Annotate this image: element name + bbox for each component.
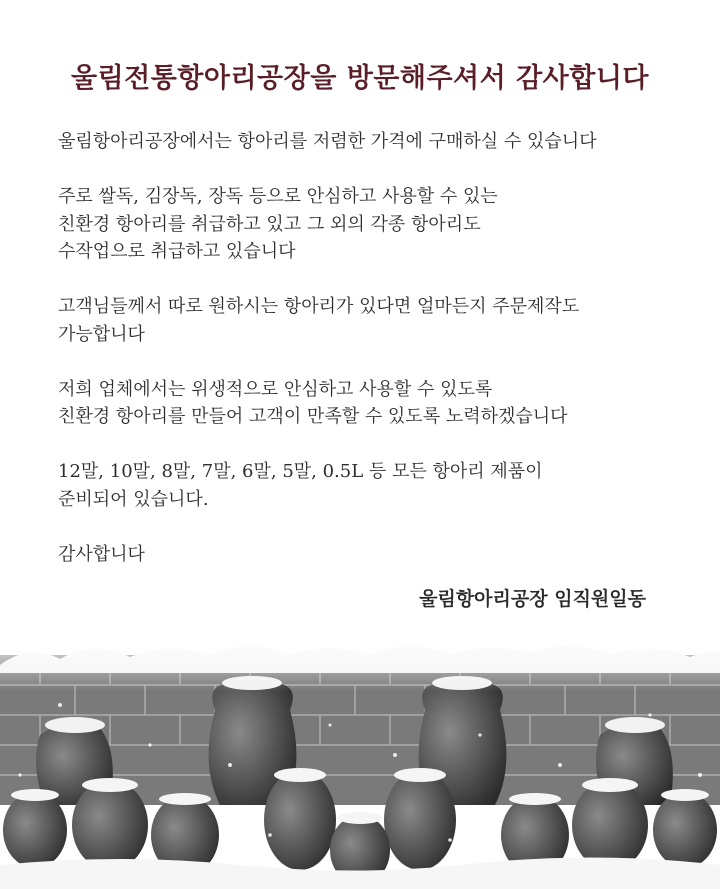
text-line: 고객님들께서 따로 원하시는 항아리가 있다면 얼마든지 주문제작도 <box>58 296 580 317</box>
text-line: 12말, 10말, 8말, 7말, 6말, 5말, 0.5L 등 모든 항아리 제품이 <box>58 461 543 482</box>
paragraph-2 <box>58 183 698 266</box>
paragraph-6 <box>58 541 698 569</box>
text-line: 주로 쌀독, 김장독, 장독 등으로 안심하고 사용할 수 있는 <box>58 186 498 207</box>
text-line: 수작업으로 취급하고 있습니다 <box>58 241 296 262</box>
text-line: 감사합니다 <box>58 543 145 565</box>
text-line: 준비되어 있습니다. <box>58 488 209 510</box>
page-title: 울림전통항아리공장을 방문해주셔서 감사합니다 <box>70 63 650 94</box>
text-line: 가능합니다 <box>58 323 145 345</box>
text-line: 울림항아리공장에서는 항아리를 저렴한 가격에 구매하실 수 있습니다 <box>58 131 597 152</box>
message-body <box>58 128 698 596</box>
paragraph-3 <box>58 293 698 348</box>
text-line: 저희 업체에서는 위생적으로 안심하고 사용할 수 있도록 <box>58 378 493 400</box>
text-line: 친환경 항아리를 만들어 고객이 만족할 수 있도록 노력하겠습니다 <box>58 406 568 427</box>
text-line: 친환경 항아리를 취급하고 있고 그 외의 각종 항아리도 <box>58 213 481 235</box>
paragraph-4 <box>58 376 698 431</box>
signature: 울림항아리공장 임직원일동 <box>419 588 646 610</box>
paragraph-5 <box>58 458 698 513</box>
snowy-onggi-jars-illustration <box>0 625 720 889</box>
paragraph-1 <box>58 128 698 156</box>
